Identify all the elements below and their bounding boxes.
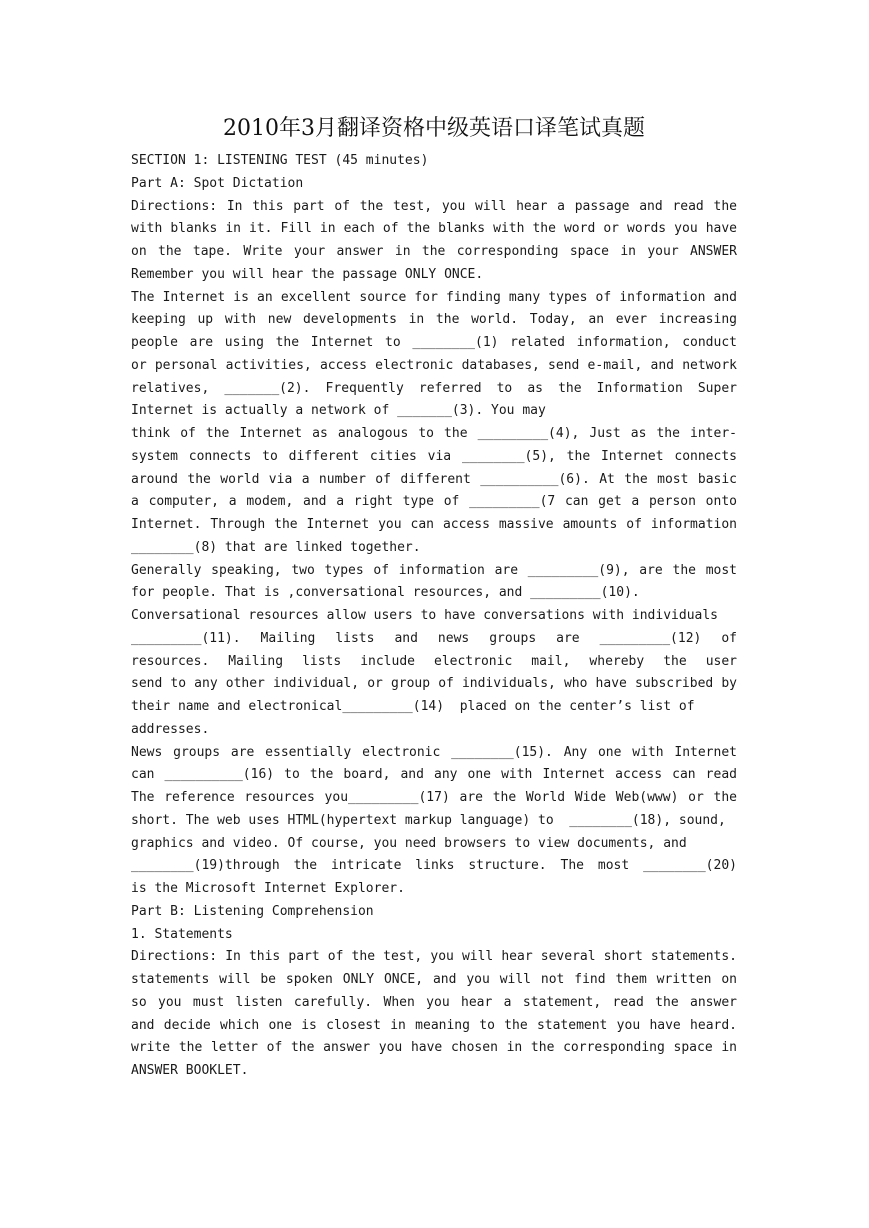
text-line: statements will be spoken ONLY ONCE, and you will not find them written on xyxy=(131,972,737,987)
text-line: short. The web uses HTML(hypertext markup language) to ________(18), sound, xyxy=(131,812,726,828)
text-line: so you must listen carefully. When you hear a statement, read the answer xyxy=(131,994,737,1010)
text-line: keeping up with new developments in the world. Today, an ever increasing xyxy=(131,312,737,328)
text-line: Internet is actually a network of _______(3). You may xyxy=(131,403,546,419)
text-line: News groups are essentially electronic ________(15). Any one with Internet xyxy=(131,744,737,760)
text-line: or personal activities, access electronic databases, send e-mail, and network xyxy=(131,357,737,373)
text-line: send to any other individual, or group of individuals, who have subscribed by xyxy=(131,676,737,692)
text-line: relatives, _______(2). Frequently referred to as the Information Super xyxy=(131,380,737,396)
text-line: is the Microsoft Internet Explorer. xyxy=(131,881,405,896)
text-line: ANSWER BOOKLET. xyxy=(131,1063,249,1078)
text-line: with blanks in it. Fill in each of the blanks with the word or words you have xyxy=(131,221,737,237)
text-line: Directions: In this part of the test, you will hear several short statements. xyxy=(131,949,737,965)
text-line: Internet. Through the Internet you can access massive amounts of information xyxy=(131,517,737,532)
text-line: _________(11). Mailing lists and news groups are _________(12) of xyxy=(131,630,737,646)
text-line: system connects to different cities via ________(5), the Internet connects xyxy=(131,448,737,464)
text-line: SECTION 1: LISTENING TEST (45 minutes) xyxy=(131,153,429,168)
text-line: addresses. xyxy=(131,721,210,737)
text-line: on the tape. Write your answer in the corresponding space in your ANSWER xyxy=(131,244,737,259)
text-line: around the world via a number of different __________(6). At the most basic xyxy=(131,471,737,487)
text-line: Part B: Listening Comprehension xyxy=(131,903,374,919)
text-line: 1. Statements xyxy=(131,926,233,942)
text-line: ________(8) that are linked together. xyxy=(131,539,421,555)
text-line: Conversational resources allow users to have conversations with individuals xyxy=(131,608,718,623)
text-line: can __________(16) to the board, and any one with Internet access can read xyxy=(131,767,737,783)
text-line: think of the Internet as analogous to the _________(4), Just as the inter- xyxy=(131,426,737,441)
text-line: a computer, a modem, and a right type of _________(7 can get a person onto xyxy=(131,494,737,510)
text-line: ________(19)through the intricate links structure. The most ________(20) xyxy=(131,858,737,874)
text-line: The Internet is an excellent source for finding many types of information and xyxy=(131,289,737,305)
text-line: Generally speaking, two types of information are _________(9), are the most xyxy=(131,562,737,578)
text-line: Part A: Spot Dictation xyxy=(131,175,304,191)
text-line: write the letter of the answer you have chosen in the corresponding space in xyxy=(131,1040,737,1056)
text-line: The reference resources you_________(17) are the World Wide Web(www) or the xyxy=(131,790,737,805)
document-page xyxy=(131,112,737,1083)
text-line: graphics and video. Of course, you need browsers to view documents, and xyxy=(131,835,687,851)
text-line: Directions: In this part of the test, you will hear a passage and read the xyxy=(131,198,737,214)
text-line: for people. That is ,conversational resources, and _________(10). xyxy=(131,585,640,601)
text-line: their name and electronical_________(14) placed on the center’s list of xyxy=(131,699,695,714)
document-title: 2010年3月翻译资格中级英语口译笔试真题 xyxy=(223,116,645,141)
text-line: resources. Mailing lists include electronic mail, whereby the user xyxy=(131,653,737,669)
text-line: people are using the Internet to ________(1) related information, conduct xyxy=(131,335,737,350)
text-line: and decide which one is closest in meaning to the statement you have heard. xyxy=(131,1017,737,1033)
text-line: Remember you will hear the passage ONLY ONCE. xyxy=(131,266,484,282)
document-body xyxy=(131,150,737,1083)
